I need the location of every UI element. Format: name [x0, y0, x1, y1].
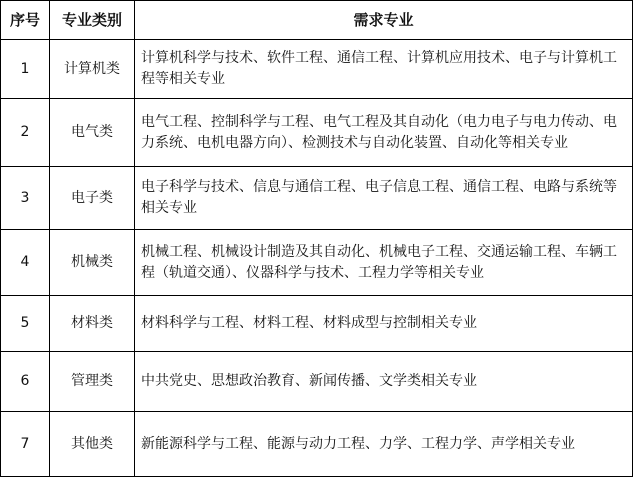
row-requirement: 中共党史、思想政治教育、新闻传播、文学类相关专业 — [135, 352, 633, 412]
row-index: 3 — [1, 167, 50, 230]
table-row — [1, 352, 633, 412]
row-category: 电子类 — [50, 167, 135, 230]
header-index: 序号 — [1, 1, 50, 40]
header-requirement: 需求专业 — [135, 1, 633, 40]
row-index: 5 — [1, 296, 50, 352]
row-requirement: 机械工程、机械设计制造及其自动化、机械电子工程、交通运输工程、车辆工程（轨道交通）、仪器科学与技术、工程力学等相关专业 — [135, 230, 633, 296]
row-requirement: 材料科学与工程、材料工程、材料成型与控制相关专业 — [135, 296, 633, 352]
table-row — [1, 412, 633, 477]
row-requirement: 电气工程、控制科学与工程、电气工程及其自动化（电力电子与电力传动、电力系统、电机电器方向）、检测技术与自动化装置、自动化等相关专业 — [135, 99, 633, 167]
header-category: 专业类别 — [50, 1, 135, 40]
table-row — [1, 230, 633, 296]
row-category: 其他类 — [50, 412, 135, 477]
row-index: 6 — [1, 352, 50, 412]
row-requirement: 新能源科学与工程、能源与动力工程、力学、工程力学、声学相关专业 — [135, 412, 633, 477]
row-category: 计算机类 — [50, 40, 135, 99]
row-index: 2 — [1, 99, 50, 167]
row-category: 机械类 — [50, 230, 135, 296]
table-row — [1, 99, 633, 167]
row-category: 电气类 — [50, 99, 135, 167]
table-row — [1, 296, 633, 352]
row-requirement: 计算机科学与技术、软件工程、通信工程、计算机应用技术、电子与计算机工程等相关专业 — [135, 40, 633, 99]
table-row — [1, 40, 633, 99]
row-category: 材料类 — [50, 296, 135, 352]
row-requirement: 电子科学与技术、信息与通信工程、电子信息工程、通信工程、电路与系统等相关专业 — [135, 167, 633, 230]
row-category: 管理类 — [50, 352, 135, 412]
table-row — [1, 167, 633, 230]
row-index: 7 — [1, 412, 50, 477]
row-index: 4 — [1, 230, 50, 296]
row-index: 1 — [1, 40, 50, 99]
table-header-row — [1, 1, 633, 40]
